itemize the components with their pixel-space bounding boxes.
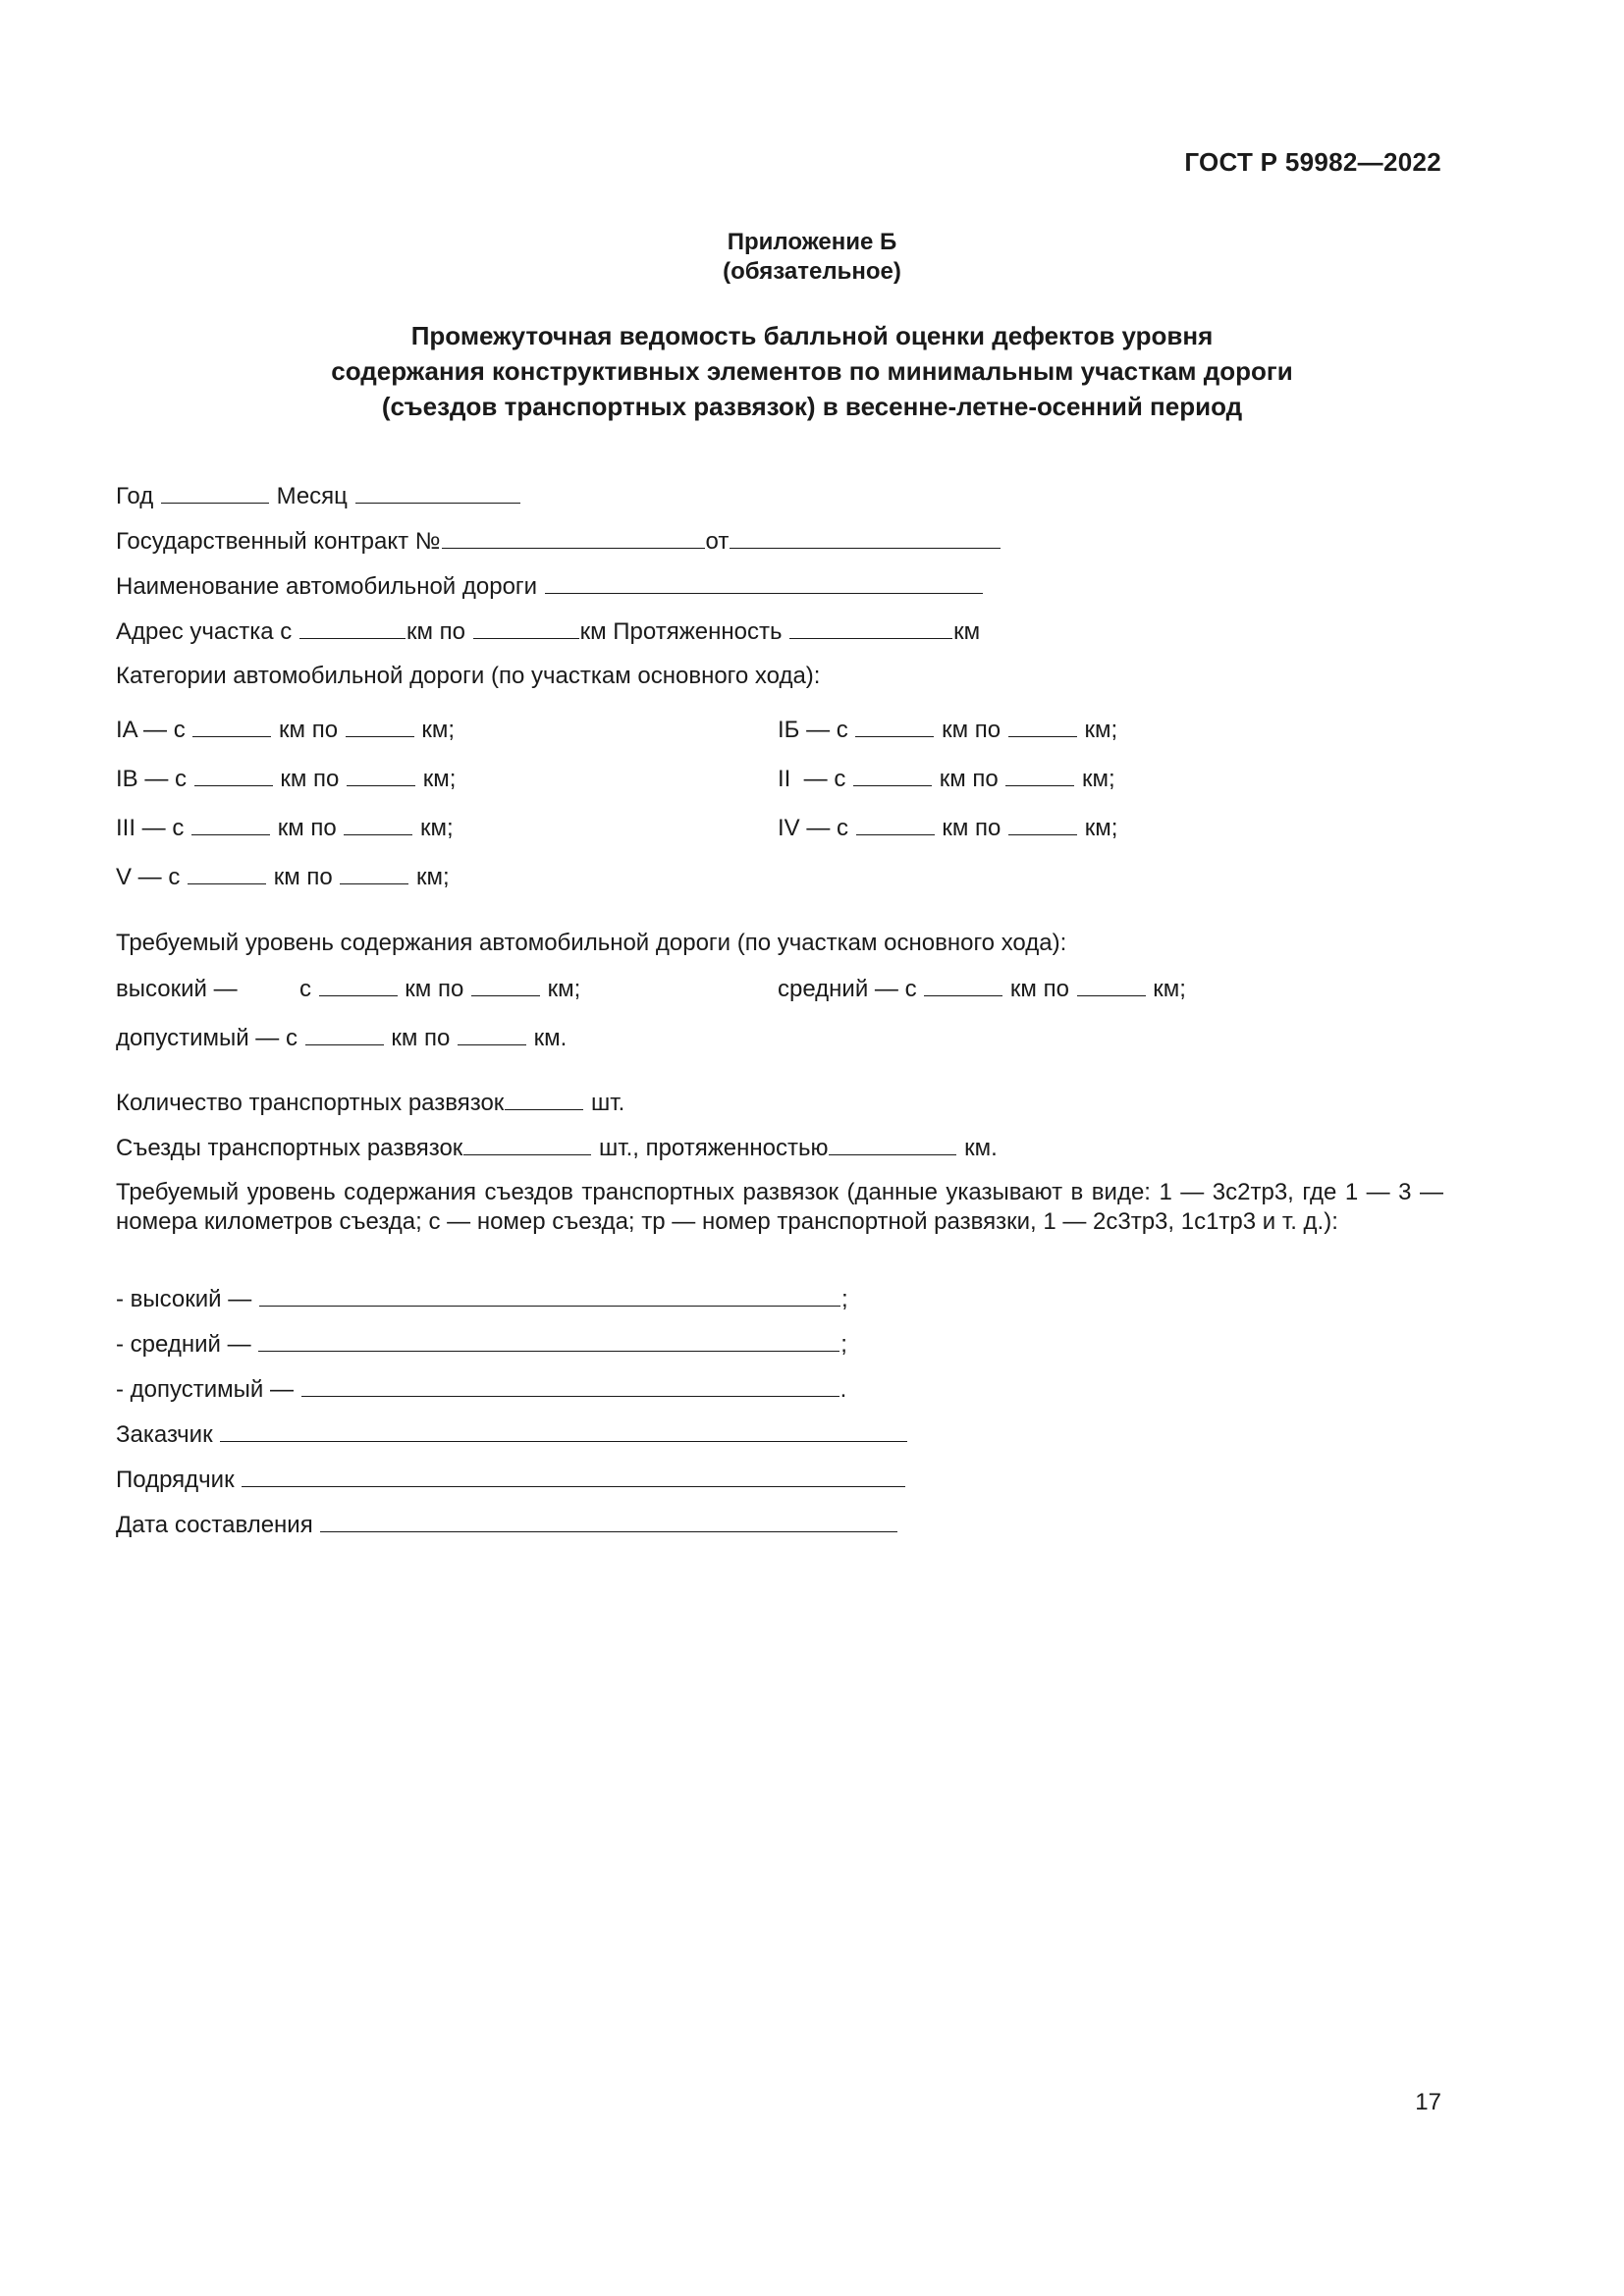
category-row [116,715,455,745]
month-field[interactable] [355,481,520,504]
category-suffix: км; [422,766,457,792]
category-to-field[interactable] [340,862,408,884]
document-title [0,318,1624,424]
contract-from-label: от [705,528,730,555]
address-line [116,616,980,647]
exit-high-label: - высокий — [116,1286,252,1312]
address-km-po-label: км по [406,618,465,645]
exit-mid-line [116,1329,847,1360]
category-from-field[interactable] [191,813,270,835]
customer-field[interactable] [220,1419,907,1442]
customer-label: Заказчик [116,1421,213,1448]
category-mid-label: км по [277,815,337,841]
category-label: IA — с [116,717,186,743]
category-row [778,715,1117,745]
category-to-field[interactable] [1008,715,1077,737]
address-to-field[interactable] [473,616,579,639]
category-mid-label: км по [942,717,1001,743]
category-suffix: км; [420,815,454,841]
contractor-field[interactable] [242,1465,905,1487]
category-label: IБ — с [778,717,848,743]
contract-number-field[interactable] [442,526,705,549]
level-high-label: высокий — [116,976,238,1002]
level-mid-mid-label: км по [1009,976,1069,1002]
length-field[interactable] [789,616,952,639]
category-row [116,862,450,892]
year-label: Год [116,483,154,509]
category-label: III — с [116,815,185,841]
category-from-field[interactable] [192,715,271,737]
category-suffix: км; [1082,766,1115,792]
level-title: Требуемый уровень содержания автомобильной дороги (по участкам основного хода): [116,930,1067,956]
road-name-label: Наименование автомобильной дороги [116,573,538,600]
category-mid-label: км по [280,766,340,792]
category-suffix: км; [1084,717,1118,743]
standard-code: ГОСТ Р 59982—2022 [1184,147,1441,177]
contract-date-field[interactable] [730,526,1001,549]
date-field[interactable] [320,1510,897,1532]
appendix-status: (обязательное) [723,258,901,285]
exits-line [116,1133,998,1163]
category-label: II — с [778,766,846,792]
level-allowed-row [116,1023,567,1053]
road-name-line [116,571,984,602]
exit-allowed-suffix: . [839,1376,847,1403]
level-allowed-mid-label: км по [391,1025,451,1051]
exit-mid-suffix: ; [840,1331,847,1358]
page-number: 17 [1415,2089,1441,2115]
category-suffix: км; [1084,815,1118,841]
category-suffix: км; [416,864,450,890]
interchanges-count-line [116,1088,624,1118]
interchanges-count-field[interactable] [505,1088,583,1110]
exits-length-field[interactable] [829,1133,956,1155]
address-from-field[interactable] [299,616,406,639]
category-row [778,813,1117,843]
category-suffix: км; [421,717,456,743]
category-to-field[interactable] [1005,764,1074,786]
level-mid-from-field[interactable] [924,974,1002,996]
category-to-field[interactable] [346,715,414,737]
exit-allowed-line [116,1374,846,1405]
length-km-label: км [953,618,981,645]
title-line: (съездов транспортных развязок) в весенне-летне-осенний период [381,392,1243,421]
exits-km-label: км. [964,1135,998,1161]
category-mid-label: км по [273,864,333,890]
level-high-to-field[interactable] [471,974,540,996]
address-length-label: км Протяженность [579,618,783,645]
exits-count-field[interactable] [463,1133,591,1155]
level-allowed-to-field[interactable] [458,1023,526,1045]
category-label: V — с [116,864,181,890]
category-to-field[interactable] [344,813,412,835]
month-label: Месяц [276,483,348,509]
interchanges-count-label: Количество транспортных развязок [116,1090,505,1116]
title-line: Промежуточная ведомость балльной оценки дефектов уровня [410,321,1214,350]
category-row [116,764,456,794]
road-name-field[interactable] [545,571,983,594]
interchanges-pcs-label: шт. [590,1090,625,1116]
level-high-suffix: км; [547,976,581,1002]
level-mid-label: средний — с [778,976,917,1002]
category-mid-label: км по [942,815,1001,841]
level-mid-to-field[interactable] [1077,974,1146,996]
level-mid-suffix: км; [1153,976,1186,1002]
year-month-line [116,481,521,511]
exits-pcs-length-label: шт., протяженностью [598,1135,829,1161]
category-from-field[interactable] [188,862,266,884]
appendix-label: Приложение Б [727,229,897,255]
category-mid-label: км по [939,766,999,792]
date-label: Дата составления [116,1512,313,1538]
exit-allowed-label: - допустимый — [116,1376,294,1403]
level-allowed-label: допустимый — с [116,1025,298,1051]
title-line: содержания конструктивных элементов по минимальным участкам дороги [331,356,1293,386]
level-high-mid-label: км по [405,976,464,1002]
level-high-row [116,974,580,1004]
exit-allowed-field[interactable] [301,1374,839,1397]
category-from-field[interactable] [194,764,273,786]
date-line [116,1510,898,1540]
category-label: IВ — с [116,766,188,792]
category-row [778,764,1115,794]
category-to-field[interactable] [347,764,415,786]
contract-line [116,526,1001,557]
category-to-field[interactable] [1008,813,1077,835]
category-from-field[interactable] [856,813,935,835]
contract-label: Государственный контракт № [116,528,441,555]
contractor-line [116,1465,906,1495]
category-mid-label: км по [279,717,339,743]
level-high-c-label: с [298,976,311,1002]
level-allowed-from-field[interactable] [305,1023,384,1045]
exit-high-field[interactable] [259,1284,840,1307]
category-from-field[interactable] [853,764,932,786]
category-row [116,813,454,843]
exit-high-line [116,1284,848,1314]
category-from-field[interactable] [855,715,934,737]
exits-level-paragraph: Требуемый уровень содержания съездов транспортных развязок (данные указывают в виде: 1 — 3с2тр3, где 1 — 3 — номера километров съезда; с — номер съезда; тр — номер транспортной развязки, 1 — 2с3тр3, 1с1тр3 и т. д.): [116,1179,1443,1235]
level-high-from-field[interactable] [319,974,398,996]
level-mid-row [778,974,1186,1004]
category-label: IV — с [778,815,849,841]
customer-line [116,1419,908,1450]
year-field[interactable] [161,481,269,504]
exit-mid-label: - средний — [116,1331,251,1358]
address-from-label: Адрес участка с [116,618,293,645]
exit-mid-field[interactable] [258,1329,839,1352]
contractor-label: Подрядчик [116,1467,235,1493]
categories-title: Категории автомобильной дороги (по участкам основного хода): [116,663,821,689]
exit-high-suffix: ; [840,1286,848,1312]
level-allowed-suffix: км. [533,1025,568,1051]
exits-label: Съезды транспортных развязок [116,1135,463,1161]
